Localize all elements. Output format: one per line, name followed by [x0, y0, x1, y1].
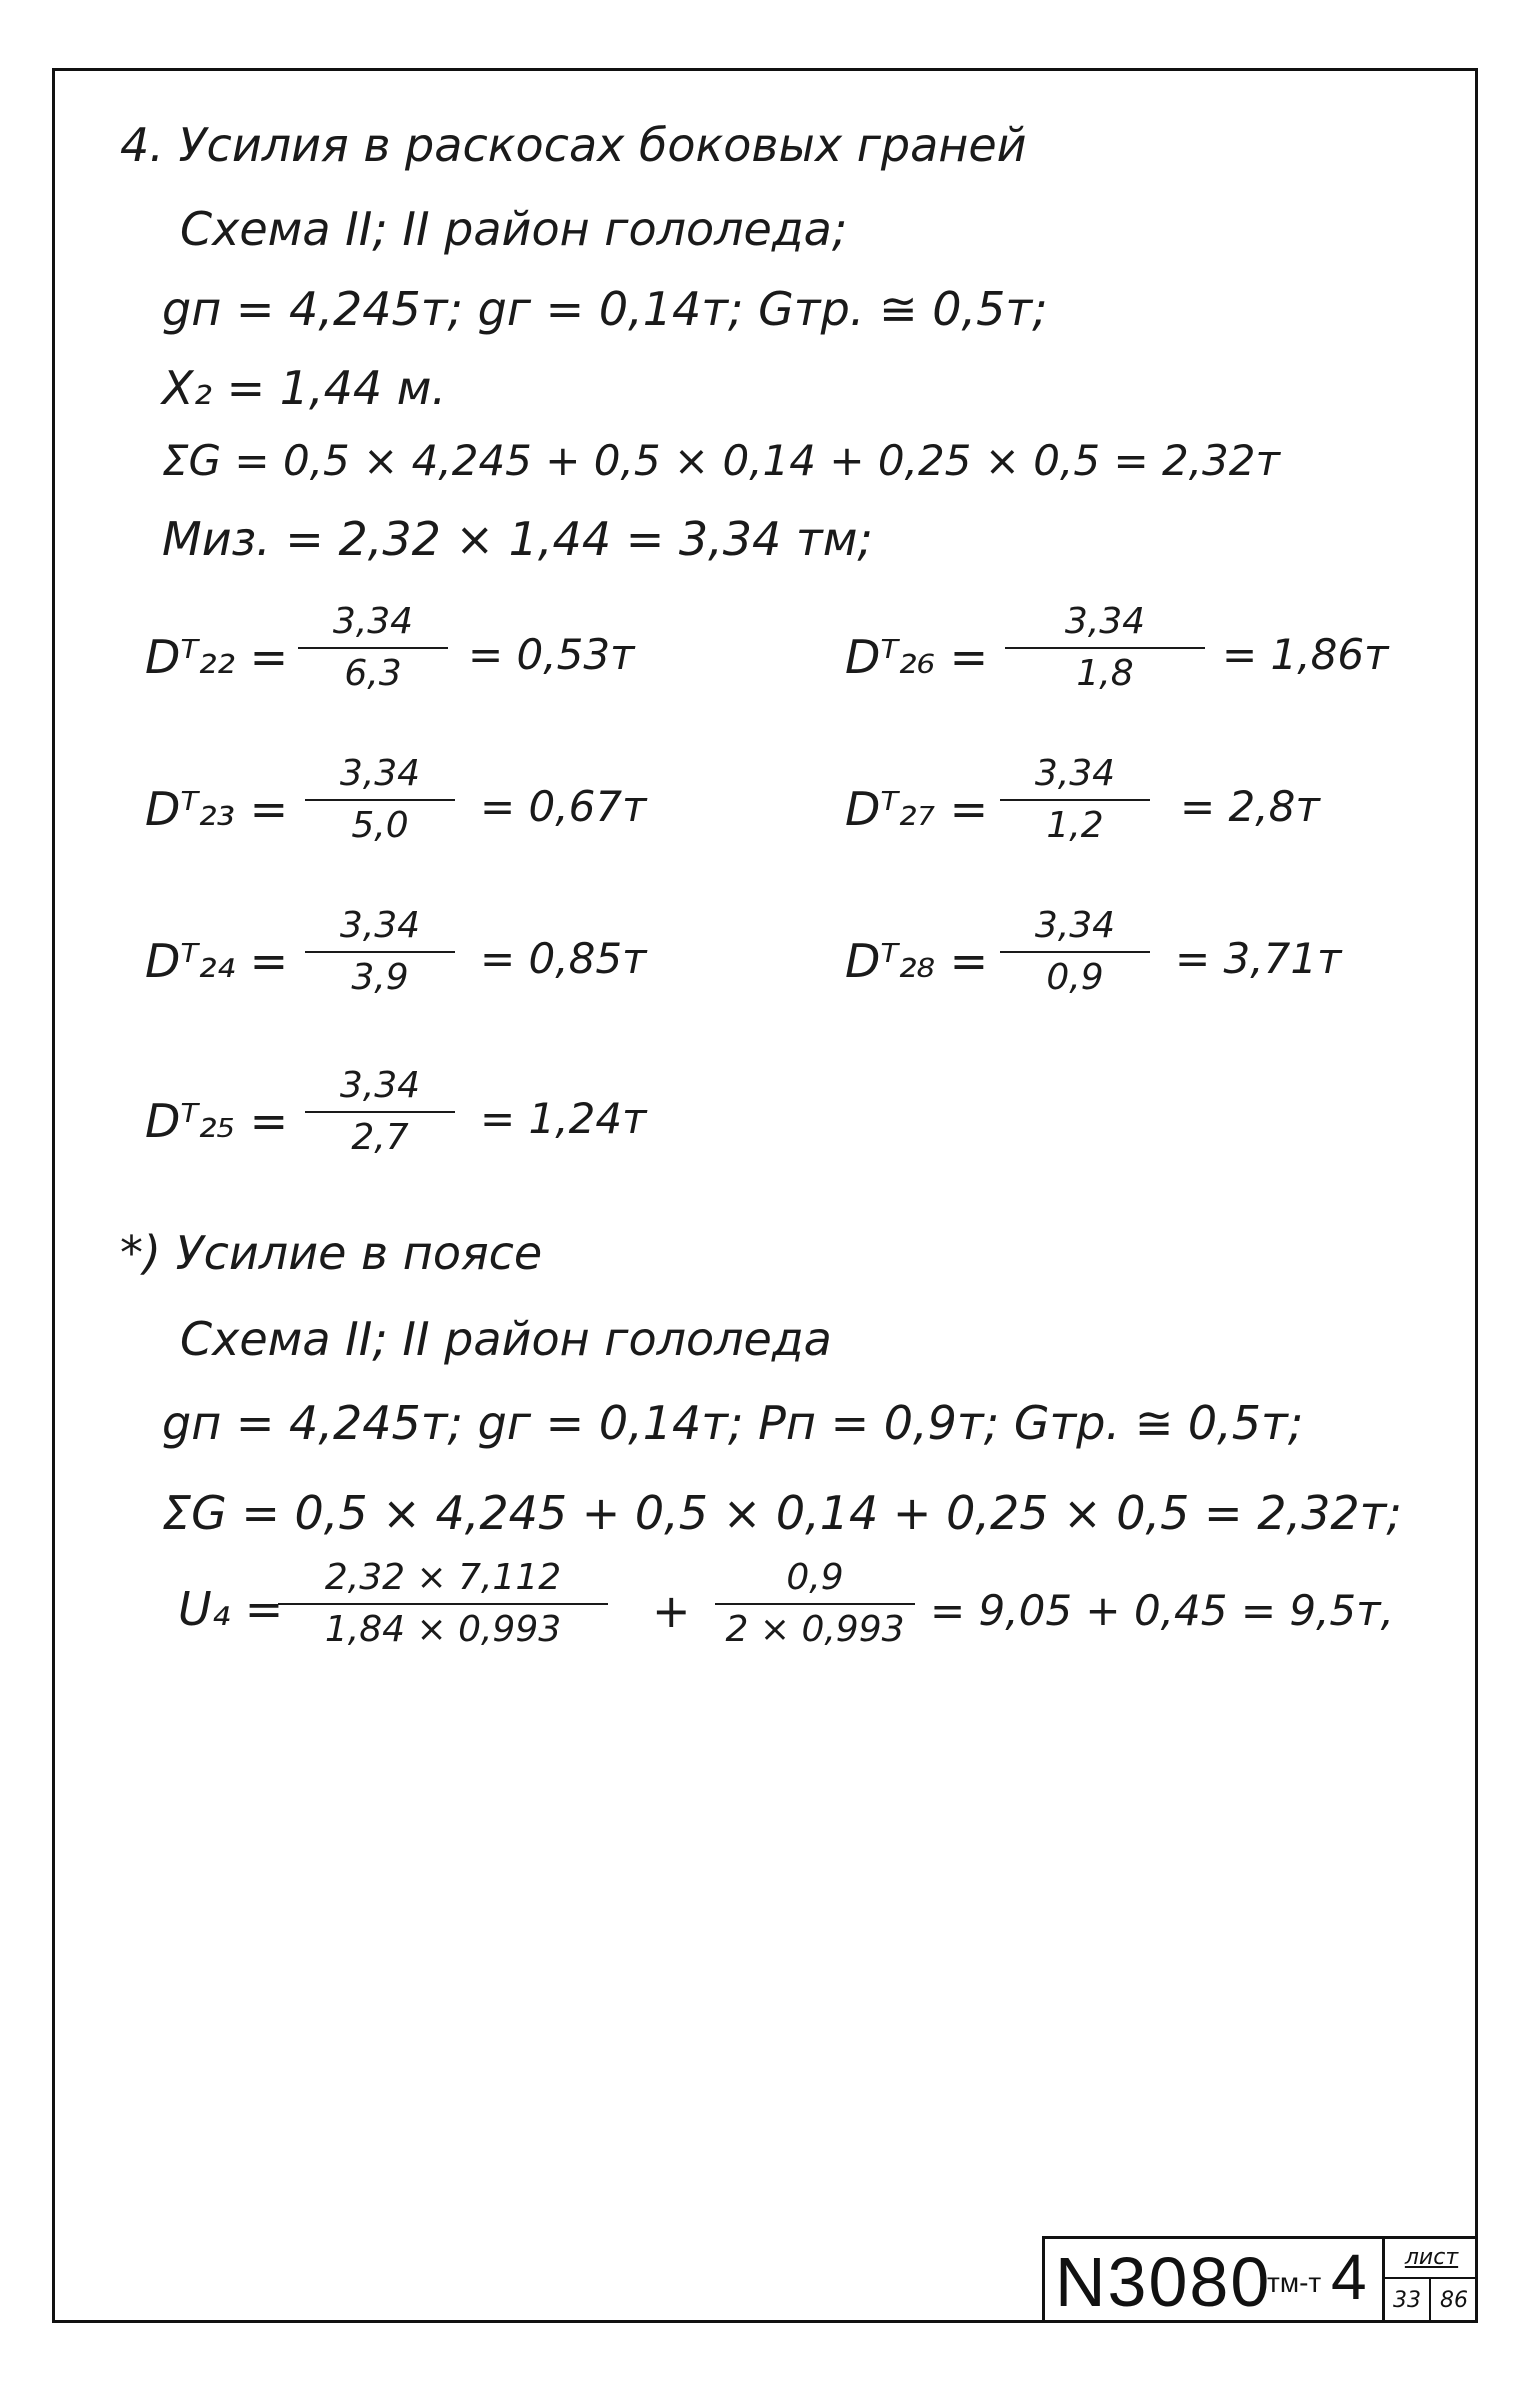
belt-scheme: Схема II; II район гололеда — [180, 1312, 832, 1366]
force-d24-denominator: 3,9 — [351, 957, 409, 998]
force-d26-result: = 1,86т — [1222, 630, 1389, 679]
force-d27-numerator: 3,34 — [1000, 756, 1150, 801]
force-d22-result: = 0,53т — [468, 630, 635, 679]
force-d24-label: Dᵀ₂₄ = — [145, 934, 289, 988]
force-d25-result: = 1,24т — [480, 1094, 647, 1143]
force-d23-numerator: 3,34 — [305, 756, 455, 801]
stamp-code-suffix: тм-т — [1267, 2267, 1322, 2298]
force-d27-denominator: 1,2 — [1046, 805, 1104, 846]
belt-u4-plus: + — [652, 1584, 691, 1638]
section4-x2: X₂ = 1,44 м. — [162, 361, 447, 415]
force-d27-label: Dᵀ₂₇ = — [845, 782, 989, 836]
force-d24-numerator: 3,34 — [305, 908, 455, 953]
force-d22-numerator: 3,34 — [298, 604, 448, 649]
force-d24-fraction — [305, 905, 455, 998]
force-d27-result: = 2,8т — [1180, 782, 1320, 831]
force-d25-numerator: 3,34 — [305, 1068, 455, 1113]
belt-u4-denominator-1: 1,84 × 0,993 — [324, 1609, 562, 1650]
force-d28-fraction — [1000, 905, 1150, 998]
force-d22-label: Dᵀ₂₂ = — [145, 630, 289, 684]
force-d26-label: Dᵀ₂₆ = — [845, 630, 989, 684]
belt-loads: gп = 4,245т; gг = 0,14т; Pп = 0,9т; Gтр. ≅ 0,5т; — [162, 1396, 1304, 1450]
stamp-sheet-label: лист — [1385, 2239, 1478, 2279]
stamp-code-cell — [1042, 2236, 1382, 2323]
section4-moment: Mиз. = 2,32 × 1,44 = 3,34 тм; — [162, 512, 873, 566]
force-d23-denominator: 5,0 — [351, 805, 409, 846]
force-d24-result: = 0,85т — [480, 934, 647, 983]
belt-sum-g: ΣG = 0,5 × 4,245 + 0,5 × 0,14 + 0,25 × 0,5 = 2,32т; — [162, 1486, 1402, 1540]
force-d23-fraction — [305, 753, 455, 846]
title-stamp — [1042, 2236, 1478, 2323]
stamp-sheet-number: 33 — [1385, 2279, 1431, 2323]
belt-u4-label: U₄ = — [178, 1582, 284, 1636]
force-d28-denominator: 0,9 — [1046, 957, 1104, 998]
force-d23-result: = 0,67т — [480, 782, 647, 831]
belt-u4-numerator-1: 2,32 × 7,112 — [278, 1560, 608, 1605]
force-d26-fraction — [1005, 601, 1205, 694]
stamp-sheet-cell — [1382, 2236, 1478, 2323]
belt-u4-denominator-2: 2 × 0,993 — [725, 1609, 905, 1650]
force-d26-denominator: 1,8 — [1076, 653, 1134, 694]
force-d22-denominator: 6,3 — [344, 653, 402, 694]
stamp-code-number: 4 — [1331, 2241, 1367, 2313]
belt-u4-numerator-2: 0,9 — [715, 1560, 915, 1605]
force-d25-denominator: 2,7 — [351, 1117, 409, 1158]
belt-u4-fraction-2 — [715, 1557, 915, 1650]
force-d26-numerator: 3,34 — [1005, 604, 1205, 649]
force-d28-result: = 3,71т — [1175, 934, 1342, 983]
force-d25-label: Dᵀ₂₅ = — [145, 1094, 289, 1148]
section4-title: 4. Усилия в раскосах боковых граней — [120, 118, 1027, 172]
force-d25-fraction — [305, 1065, 455, 1158]
force-d28-label: Dᵀ₂₈ = — [845, 934, 989, 988]
stamp-sheet-total: 86 — [1440, 2288, 1468, 2313]
section4-loads: gп = 4,245т; gг = 0,14т; Gтр. ≅ 0,5т; — [162, 282, 1048, 336]
belt-title: *) Усилие в поясе — [120, 1226, 543, 1280]
force-d22-fraction — [298, 601, 448, 694]
force-d27-fraction — [1000, 753, 1150, 846]
stamp-code: N3080 — [1055, 2243, 1272, 2321]
force-d28-numerator: 3,34 — [1000, 908, 1150, 953]
force-d23-label: Dᵀ₂₃ = — [145, 782, 289, 836]
belt-u4-result: = 9,05 + 0,45 = 9,5т, — [930, 1586, 1394, 1635]
belt-u4-fraction-1 — [278, 1557, 608, 1650]
section4-sum-g: ΣG = 0,5 × 4,245 + 0,5 × 0,14 + 0,25 × 0,5 = 2,32т — [162, 436, 1280, 485]
section4-scheme: Схема II; II район гололеда; — [180, 202, 848, 256]
